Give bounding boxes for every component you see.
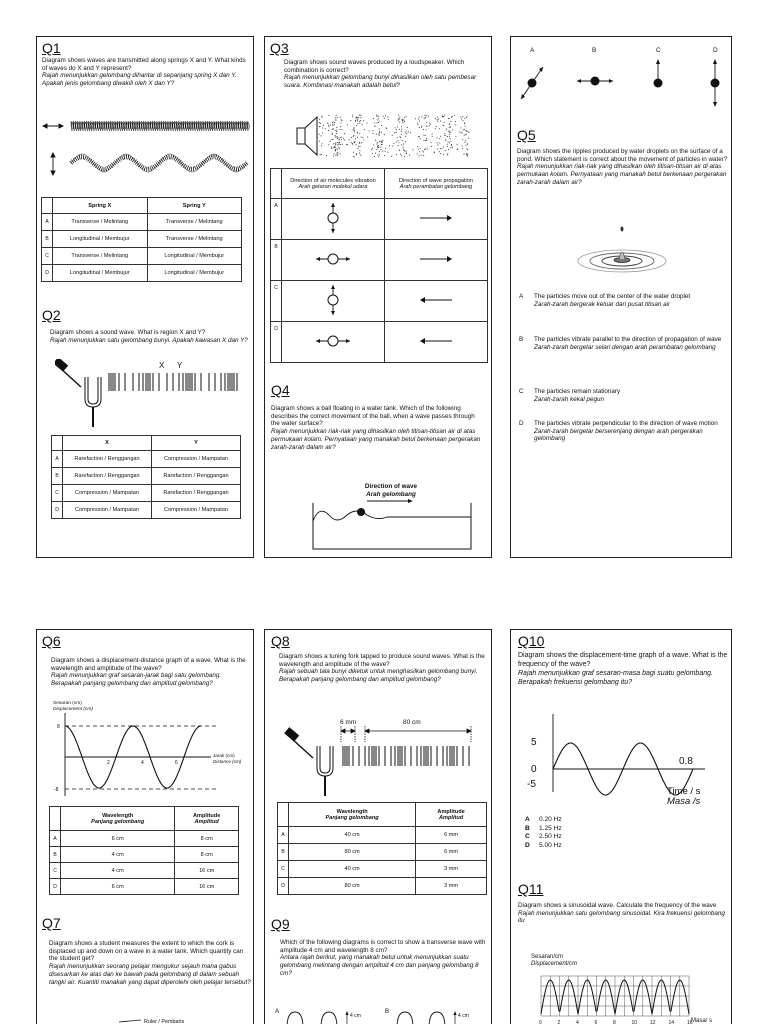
q8-tuning-fork-figure <box>283 716 483 796</box>
q8-compression-lines <box>343 746 469 766</box>
q3-d-left-arrow-icon <box>416 336 456 346</box>
q8-question <box>279 653 489 684</box>
q7-ruler-figure <box>117 1016 217 1024</box>
q11-sinusoidal-graph <box>515 950 729 1024</box>
q9-heading: Q9 <box>271 916 290 932</box>
card-q5 <box>510 36 732 558</box>
q10-y-zero: 0 <box>531 764 537 775</box>
card-q1-q2 <box>36 36 254 558</box>
q3-loudspeaker-figure <box>295 111 475 161</box>
q10-y-top: 5 <box>531 737 537 748</box>
q5-text-my: Rajah menunjukkan riak-riak yang dihasilkan oleh titisan-titisan air di atas permukaan kolam. Pernyataan yang manakah betul berkenaan pergerakan zarah-zarah dalam air? <box>517 163 727 186</box>
q3-sound-dots <box>318 114 469 157</box>
q11-text-en: Diagram shows a sinusoidal wave. Calculate the frequency of the wave <box>518 902 717 909</box>
q10-option-d[interactable]: D 5.00 Hz <box>525 841 562 849</box>
q3-table <box>270 168 488 363</box>
q5-particle-options-figure <box>515 41 729 111</box>
table-row: C Transverse / Melintang Longitudinal / Membujur <box>42 248 242 265</box>
table-row: A 6 cm 8 cm <box>50 831 239 847</box>
q10-x-mark: 0.8 <box>679 756 693 767</box>
q3-b-vibration-horizontal-icon <box>313 251 353 267</box>
q3-col2-en: Direction of wave propagation <box>398 177 473 184</box>
q2-text-en: Diagram shows a sound wave. What is region X and Y? <box>50 329 206 336</box>
q5-top-label-b: B <box>592 47 597 54</box>
q11-x-tick: 4 <box>576 1020 579 1024</box>
q9-option-b-wave <box>397 1012 445 1024</box>
q6-y-bottom: -8 <box>54 787 59 793</box>
q9-text-my: Antara rajah berikut, yang manakah betul untuk menunjukkan suatu gelombang melintang dengan amplitud 4 cm dan panjang gelombang 8 cm? <box>280 954 479 977</box>
q2-header-x: X <box>63 436 152 451</box>
q1-header-y: Spring Y <box>147 198 242 214</box>
q4-fig-label-en: Direction of wave <box>364 483 418 490</box>
q5-option-d[interactable]: D The particles vibrate perpendicular to the direction of wave motion Zarah-zarah bergetar berserenjang dengan arah pergerakan gelombang <box>519 420 718 443</box>
q9-option-b-label: B <box>385 1009 390 1015</box>
q3-heading: Q3 <box>270 40 289 56</box>
q4-tank-outline <box>313 503 471 549</box>
table-row: A 40 cm 6 mm <box>278 827 487 844</box>
q10-xlabel-my: Masa /s <box>667 796 701 807</box>
q7-text-my: Rajah menunjukkan seorang pelajar mengukur sejauh mana gabus disesarkan ke atas dan ke bawah pada gelombang di dalam sebuah tangki air. Kuantiti manakah yang dapat diperolehi oleh pelajar tersebut? <box>49 963 251 986</box>
q6-xlabel-en: Jarak (cm) <box>213 753 235 758</box>
q6-x-tick-2: 2 <box>107 760 110 766</box>
q4-ball <box>357 508 365 516</box>
q4-fig-label-my: Arah gelombang <box>366 491 416 498</box>
q10-heading: Q10 <box>518 633 545 649</box>
table-row: A <box>271 199 488 240</box>
q10-xlabel-en: Time / s <box>667 786 701 797</box>
q2-tuning-fork-figure <box>55 359 245 429</box>
q10-y-bottom: -5 <box>527 779 536 790</box>
q9-options-figure <box>273 1006 489 1024</box>
q11-x-tick: 0 <box>539 1020 542 1024</box>
tuning-fork-icon <box>317 746 333 796</box>
q4-question <box>271 405 485 451</box>
q4-text-en: Diagram shows a ball floating in a water tank. Which of the following describes the correct movement of the ball, when a wave passes through the water surface? <box>271 405 475 428</box>
q5-d-vertical-both-particle-icon <box>711 59 720 107</box>
q5-heading: Q5 <box>517 127 536 143</box>
q9-option-b-amp: 4 cm <box>458 1013 469 1019</box>
q2-label-y: Y <box>177 361 183 370</box>
q3-text-en: Diagram shows sound waves produced by a loudspeaker. Which combination is correct? <box>284 59 465 74</box>
q6-question <box>51 657 251 688</box>
q5-option-c[interactable]: C The particles remain stationary Zarah-zarah kekal pegun <box>519 388 621 403</box>
q11-x-tick: 2 <box>557 1020 561 1024</box>
q9-option-a-amp: 4 cm <box>350 1013 361 1019</box>
table-row: B 80 cm 6 mm <box>278 844 487 861</box>
table-row: A Transverse / Melintang Transverse / Melintang <box>42 214 242 231</box>
q10-options <box>525 816 645 850</box>
q5-option-a[interactable]: A The particles move out of the center of the water droplet Zarah-zarah bergerak keluar dari pusat titisan air <box>519 293 691 308</box>
q1-header-x: Spring X <box>53 198 148 214</box>
q3-d-vibration-horizontal-icon <box>313 333 353 349</box>
q6-x-tick-4: 4 <box>141 760 144 766</box>
q1-text-en: Diagram shows waves are transmitted along springs X and Y. What kinds of waves do X and Y represent? <box>42 57 246 72</box>
q8-table: Wavelength Panjang gelombang Amplitude Amplitud A 40 cm 6 mm B 80 cm 6 mm C 40 cm 3 mm D 80 cm 3 mm <box>277 802 487 895</box>
q11-heading: Q11 <box>518 881 544 897</box>
q3-a-vibration-vertical-icon <box>318 201 348 235</box>
q4-water-wave <box>313 511 471 521</box>
card-q8-q9 <box>264 629 492 1024</box>
q11-text-my: Rajah menunjukkan satu gelombang sinusoidal. Kira frekuensi gelombang itu <box>518 909 725 925</box>
q11-xlabel: Masa/ s <box>691 1018 713 1024</box>
tuning-fork-icon <box>85 377 101 427</box>
q6-text-en: Diagram shows a displacement-distance graph of a wave. What is the wavelength and amplitude of the wave? <box>51 657 246 672</box>
q10-question <box>518 651 730 687</box>
q2-label-x: X <box>159 361 165 370</box>
q1-vertical-arrow <box>51 153 55 175</box>
q7-fig-label: Ruler / Pembaris <box>144 1019 185 1024</box>
hammer-icon <box>55 359 81 387</box>
q6-x-tick-6: 6 <box>175 760 178 766</box>
q1-question <box>42 57 250 88</box>
q5-top-label-a: A <box>530 47 535 54</box>
q9-question <box>280 939 486 978</box>
q11-x-tick: 12 <box>650 1020 656 1024</box>
q5-c-vertical-up-particle-icon <box>654 59 663 88</box>
q10-option-c[interactable]: C 2.50 Hz <box>525 833 562 841</box>
q9-text-en: Which of the following diagrams is correct to show a transverse wave with amplitude 4 cm and wavelength 8 cm? <box>280 939 486 954</box>
q5-text-en: Diagram shows the ripples produced by water droplets on the surface of a pond. Which statement is correct about the movement of particles in water? <box>517 148 728 163</box>
q2-text-my: Rajah menunjukkan satu gelombang bunyi. Apakah kawasan X dan Y? <box>50 336 248 344</box>
hammer-icon <box>285 728 313 758</box>
q11-x-tick: 6 <box>594 1020 598 1024</box>
table-row: D <box>271 322 488 363</box>
q4-heading: Q4 <box>271 382 290 398</box>
q3-c-vibration-vertical-icon <box>318 283 348 317</box>
q5-top-label-c: C <box>656 47 661 54</box>
q6-displacement-distance-graph <box>41 698 251 798</box>
table-row: B Rarefaction / Renggangan Rarefaction / Renggangan <box>52 468 241 485</box>
q1-horizontal-arrow <box>43 124 63 128</box>
q7-heading: Q7 <box>42 915 61 931</box>
table-row: C Compression / Mampatan Rarefaction / Renggangan <box>52 485 241 502</box>
q3-question <box>284 59 484 90</box>
q4-text-my: Rajah menunjukkan riak-riak yang dihasilkan oleh titisan-titisan air di atas permukaan kolam. Pernyataan yang manakah betul berkenaan pergerakan zarah-zarah dalam air? <box>271 428 481 451</box>
q8-fig-left: 6 mm <box>340 719 357 726</box>
q3-col2-my: Arah perambatan gelombang <box>399 183 473 190</box>
q11-x-tick: 10 <box>631 1020 638 1024</box>
q1-text-my: Rajah menunjukkan gelombang dihantar di sepanjang spring X dan Y. Apakah jenis gelombang diwakili oleh X dan Y? <box>42 72 237 88</box>
q3-b-right-arrow-icon <box>416 254 456 264</box>
q5-top-label-d: D <box>713 47 718 54</box>
card-q10-q11 <box>510 629 732 1024</box>
q2-heading: Q2 <box>42 307 61 323</box>
q5-ripple-figure <box>577 223 677 285</box>
q11-x-tick: 8 <box>613 1020 616 1024</box>
q3-a-right-arrow-icon <box>416 213 456 223</box>
card-q3-q4 <box>264 36 492 558</box>
q8-text-en: Diagram shows a tuning fork tapped to produce sound waves. What is the wavelength and amplitude of the wave? <box>279 653 485 668</box>
q1-spring-x <box>71 121 249 131</box>
q2-table <box>51 435 241 519</box>
card-q6-q7 <box>36 629 254 1024</box>
table-row: B Longitudinal / Membujur Transverse / Melintang <box>42 231 242 248</box>
q2-compression-lines <box>109 373 237 391</box>
table-row: A Rarefaction / Renggangan Compression / Mampatan <box>52 451 241 468</box>
table-row: C <box>271 281 488 322</box>
table-row: C 4 cm 16 cm <box>50 863 239 879</box>
table-row: D 6 cm 16 cm <box>50 879 239 895</box>
q2-question <box>50 329 250 344</box>
q10-option-b[interactable]: B 1.25 Hz <box>525 824 562 832</box>
table-row: B <box>271 240 488 281</box>
q1-heading: Q1 <box>42 40 61 56</box>
q6-text-my: Rajah menunjukkan graf sesaran-jarak bagi satu gelombang. Berapakah panjang gelombang dan amplitud gelombang? <box>51 672 222 688</box>
q10-displacement-time-graph <box>515 710 729 818</box>
q11-ylabel-my: Sesaran/cm <box>531 954 564 960</box>
q8-fig-right: 80 cm <box>403 719 421 726</box>
q6-heading: Q6 <box>42 633 61 649</box>
q4-water-tank-figure <box>311 479 481 555</box>
q11-question <box>518 902 730 925</box>
q7-text-en: Diagram shows a student measures the extent to which the cork is displaced up and down on a wave in a water tank. Which quantity can the student get? <box>49 940 244 963</box>
q10-option-a[interactable]: A 0.20 Hz <box>525 816 562 823</box>
table-row: B 4 cm 8 cm <box>50 847 239 863</box>
q6-ylabel-en: Sesaran (cm) <box>53 701 82 706</box>
table-row: D 80 cm 3 mm <box>278 878 487 895</box>
q6-xlabel-my: Distance (cm) <box>213 759 242 764</box>
loudspeaker-icon <box>297 117 317 155</box>
table-row: C 40 cm 3 mm <box>278 861 487 878</box>
q9-option-a-label: A <box>275 1009 280 1015</box>
q11-ylabel-en: Displacement/cm <box>531 961 578 967</box>
q5-question <box>517 148 729 187</box>
q7-question <box>49 940 251 986</box>
q3-col1-my: Arah getaran molekul udara <box>298 183 368 190</box>
q6-y-top: 8 <box>57 724 60 730</box>
q1-table <box>41 197 242 282</box>
q3-col1-en: Direction of air molecules vibration <box>290 177 376 184</box>
table-row: D Longitudinal / Membujur Longitudinal / Membujur <box>42 265 242 282</box>
q11-x-tick: 14 <box>668 1020 675 1024</box>
q5-option-b[interactable]: B The particles vibrate parallel to the direction of propagation of wave Zarah-zarah bergetar selari dengan arah perambatan gelombang <box>519 336 722 351</box>
q3-text-my: Rajah menunjukkan gelombang bunyi dihasilkan oleh satu pembesar suara. Kombinasi manakah adalah betul? <box>284 74 477 90</box>
q8-text-my: Rajah sebuah tala bunyi diketuk untuk menghasilkan gelombang bunyi. Berapakah panjang gelombang dan amplitud gelombang? <box>279 668 478 684</box>
q10-text-en: Diagram shows the displacement-time graph of a wave. What is the frequency of the wave? <box>518 652 728 668</box>
q1-spring-y-outline <box>71 154 247 172</box>
table-row: D Compression / Mampatan Compression / Mampatan <box>52 502 241 519</box>
q10-text-my: Rajah menunjukkan graf sesaran-masa bagi suatu gelombang. Berapakah frekuensi gelombang itu? <box>518 670 713 686</box>
q6-table: Wavelength Panjang gelombang Amplitude Amplitud A 6 cm 8 cm B 4 cm 8 cm C 4 cm 16 cm D 6 cm 16 cm <box>49 806 239 895</box>
q1-springs-figure <box>41 115 251 189</box>
q9-option-a-wave <box>287 1012 337 1024</box>
q11-x-tick: 16 <box>687 1020 693 1024</box>
q2-header-y: Y <box>152 436 241 451</box>
q5-b-horizontal-particle-icon <box>577 77 613 86</box>
q3-c-left-arrow-icon <box>416 295 456 305</box>
q6-ylabel-my: Displacement (cm) <box>53 707 93 712</box>
q5-a-diagonal-particle-icon <box>521 67 543 99</box>
q8-heading: Q8 <box>271 633 290 649</box>
